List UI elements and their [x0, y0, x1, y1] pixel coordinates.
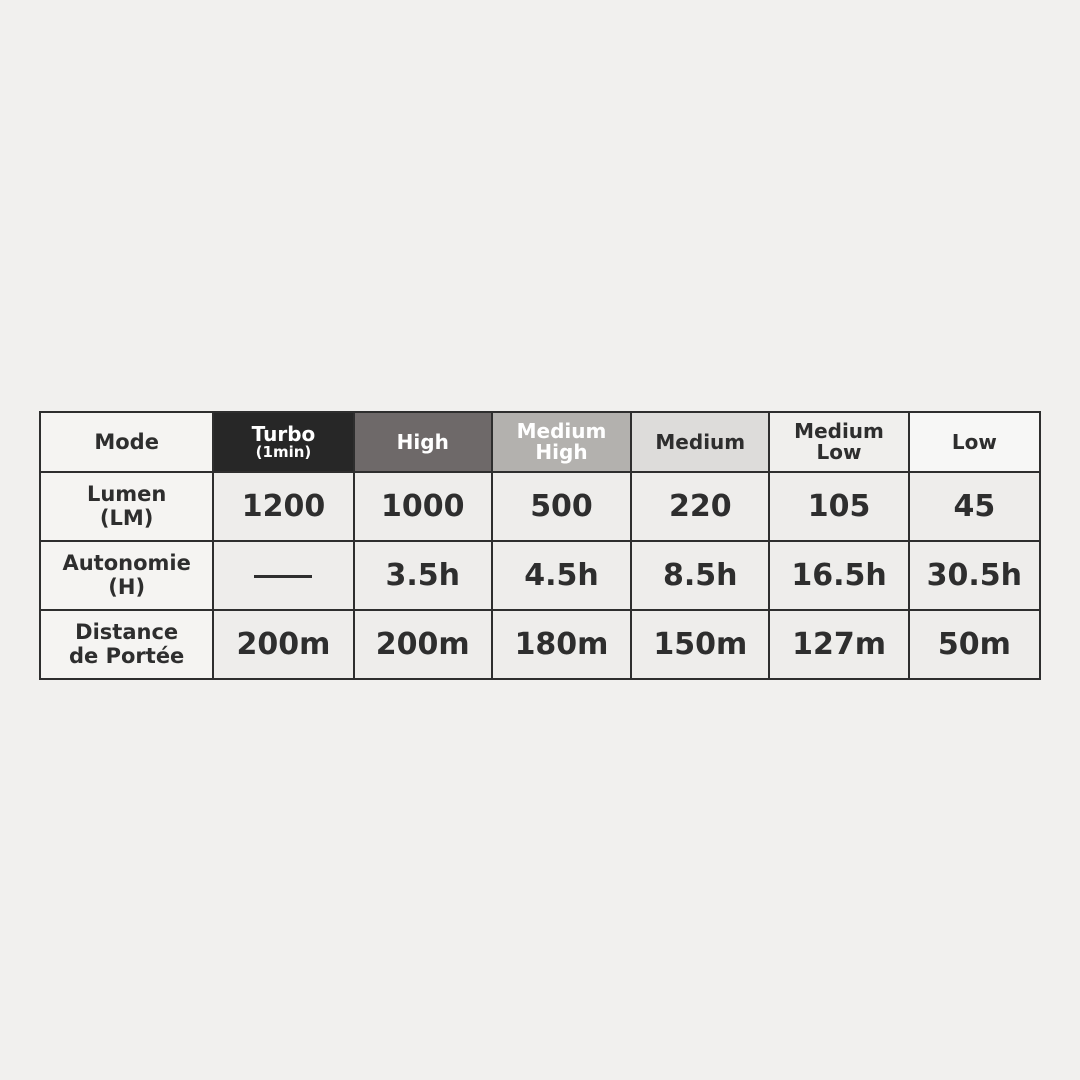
header-cell-mode: Mode [40, 412, 213, 472]
row-label-distance-line2: de Portée [69, 643, 185, 668]
header-cell-medium [631, 412, 769, 472]
cell-distance-medium: 150m [631, 610, 769, 679]
cell-lumen-medium: 220 [631, 472, 769, 541]
cell-distance-turbo: 200m [213, 610, 353, 679]
header-cell-low [909, 412, 1040, 472]
header-cell-medium-high [492, 412, 631, 472]
cell-autonomie-medium: 8.5h [631, 541, 769, 610]
specification-table [39, 411, 1041, 680]
table-row-lumen [40, 472, 1040, 541]
row-label-lumen-line2: (LM) [99, 505, 154, 530]
header-cell-turbo [213, 412, 353, 472]
header-cell-high [354, 412, 492, 472]
header-medium-name: Medium [655, 429, 746, 454]
cell-lumen-medium-high: 500 [492, 472, 631, 541]
cell-distance-high: 200m [354, 610, 492, 679]
header-low-name: Low [951, 429, 997, 454]
cell-autonomie-low: 30.5h [909, 541, 1040, 610]
specification-table-container [39, 411, 1041, 680]
cell-autonomie-turbo [213, 541, 353, 610]
header-medium-high-name-line2: High [535, 440, 588, 464]
row-label-lumen [40, 472, 213, 541]
cell-lumen-turbo: 1200 [213, 472, 353, 541]
table-row-autonomie [40, 541, 1040, 610]
cell-autonomie-high: 3.5h [354, 541, 492, 610]
cell-distance-medium-high: 180m [492, 610, 631, 679]
cell-lumen-low: 45 [909, 472, 1040, 541]
header-medium-high-name-line1: Medium [516, 419, 607, 443]
cell-autonomie-medium-low: 16.5h [769, 541, 908, 610]
cell-distance-low: 50m [909, 610, 1040, 679]
row-label-autonomie-line2: (H) [108, 574, 146, 599]
row-label-autonomie-line1: Autonomie [62, 550, 191, 575]
table-row-distance [40, 610, 1040, 679]
header-medium-low-name-line2: Low [816, 440, 862, 464]
header-turbo-note: (1min) [255, 442, 312, 461]
cell-lumen-medium-low: 105 [769, 472, 908, 541]
header-turbo-name: Turbo [251, 421, 316, 446]
dash-placeholder-icon [254, 575, 312, 578]
header-high-name: High [396, 429, 449, 454]
row-label-distance-line1: Distance [75, 619, 179, 644]
header-cell-medium-low [769, 412, 908, 472]
row-label-autonomie [40, 541, 213, 610]
cell-lumen-high: 1000 [354, 472, 492, 541]
cell-distance-medium-low: 127m [769, 610, 908, 679]
cell-autonomie-medium-high: 4.5h [492, 541, 631, 610]
table-header-row [40, 412, 1040, 472]
row-label-distance [40, 610, 213, 679]
row-label-lumen-line1: Lumen [86, 481, 167, 506]
header-medium-low-name-line1: Medium [794, 419, 884, 443]
